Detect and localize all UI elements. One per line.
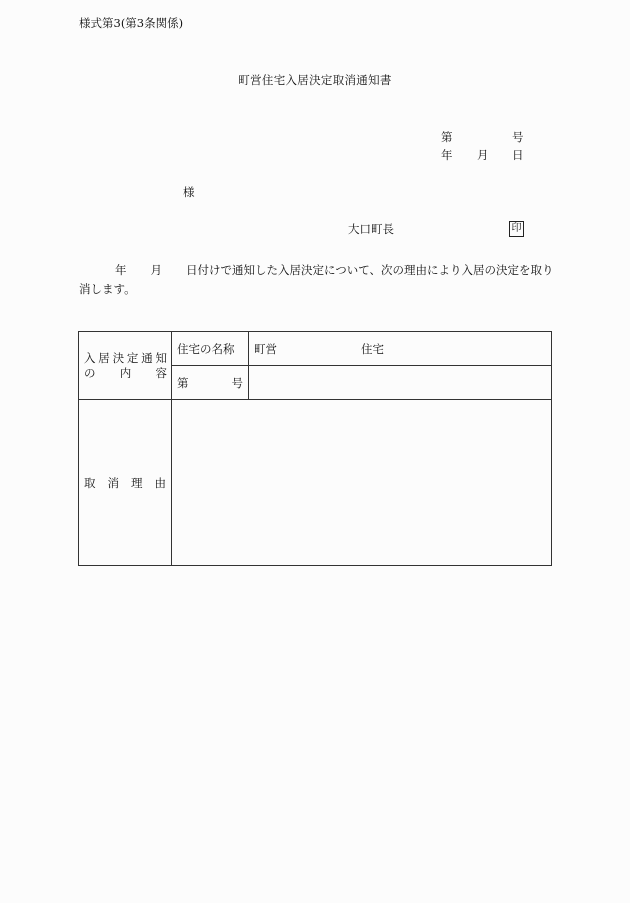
number-prefix: 第 bbox=[441, 130, 453, 144]
reason-char: 由 bbox=[154, 475, 166, 490]
sender-name: 大口町長 bbox=[348, 222, 394, 236]
addressee-suffix: 様 bbox=[183, 185, 195, 199]
header-char: 知 bbox=[155, 350, 167, 365]
reason-char: 理 bbox=[131, 475, 143, 490]
date-year: 年 bbox=[441, 148, 453, 162]
reason-char: 消 bbox=[107, 475, 119, 490]
number-value bbox=[249, 366, 552, 400]
document-title: 町営住宅入居決定取消通知書 bbox=[238, 73, 392, 87]
form-label: 様式第3(第3条関係) bbox=[79, 16, 184, 30]
notice-content-header bbox=[79, 332, 172, 400]
header-char: 入 bbox=[84, 350, 96, 365]
body-month: 月 bbox=[150, 263, 162, 277]
body-paragraph bbox=[79, 261, 554, 299]
number-label-suffix: 号 bbox=[231, 375, 243, 390]
number-label-cell bbox=[172, 366, 249, 400]
header-char: の bbox=[84, 365, 96, 380]
house-prefix: 町営 bbox=[254, 341, 277, 356]
date-day: 日 bbox=[512, 148, 524, 162]
body-year: 年 bbox=[115, 263, 127, 277]
house-suffix: 住宅 bbox=[361, 341, 384, 356]
house-name-value bbox=[249, 332, 552, 366]
number-suffix: 号 bbox=[512, 130, 524, 144]
cancel-reason-value bbox=[172, 400, 552, 566]
seal-mark: 印 bbox=[509, 221, 524, 237]
header-char: 内 bbox=[119, 365, 132, 380]
notice-details-table bbox=[78, 331, 552, 566]
date-month: 月 bbox=[477, 148, 489, 162]
number-label-prefix: 第 bbox=[177, 375, 189, 390]
header-char: 居 bbox=[98, 350, 110, 365]
cancel-reason-header bbox=[79, 400, 172, 566]
header-char: 容 bbox=[155, 365, 167, 380]
house-name-label: 住宅の名称 bbox=[172, 332, 249, 366]
header-char: 定 bbox=[126, 350, 139, 365]
body-rest: 日付けで通知した入居決定について、次の理由により入居の決定を取り消します。 bbox=[79, 263, 554, 296]
header-char: 決 bbox=[112, 350, 125, 365]
reason-char: 取 bbox=[84, 475, 96, 490]
header-char: 通 bbox=[141, 350, 153, 365]
